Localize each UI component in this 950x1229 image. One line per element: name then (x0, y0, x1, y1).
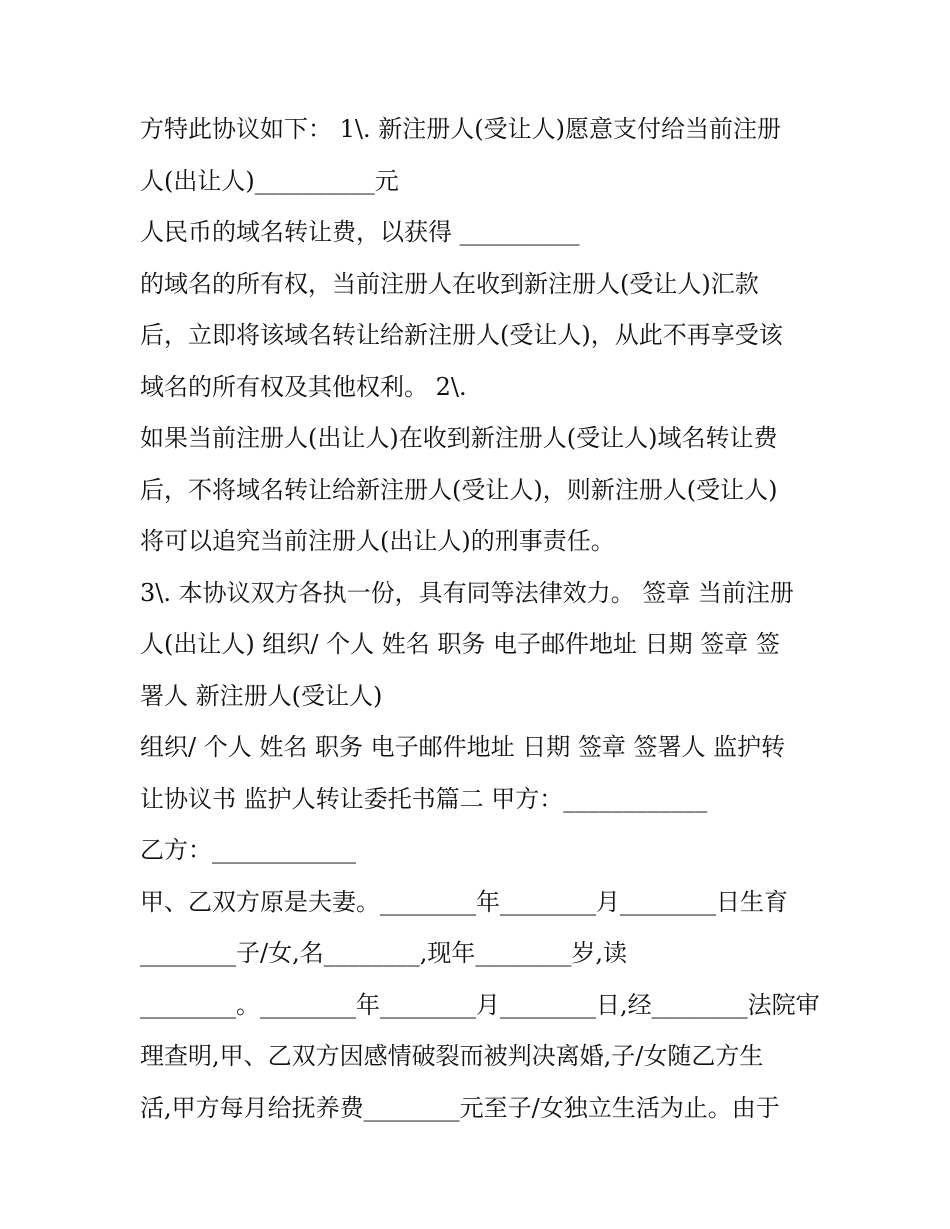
text-line: 理查明,甲、乙双方因感情破裂而被判决离婚,子/女随乙方生 (140, 1042, 764, 1070)
text-line: 将可以追究当前注册人(出让人)的刑事责任。 (140, 527, 615, 555)
text-line: ________。________年________月________日,经________法院审 (140, 990, 820, 1019)
text-line: 人(出让人) 组织/ 个人 姓名 职务 电子邮件地址 日期 签章 签 (140, 630, 780, 658)
text-line: 乙方：____________ (140, 836, 356, 864)
document-body (140, 104, 820, 1134)
text-line: 组织/ 个人 姓名 职务 电子邮件地址 日期 签章 签署人 监护转 (140, 733, 786, 761)
text-line: 人(出让人)__________元 (140, 166, 399, 195)
text-line: 方特此协议如下： 1\. 新注册人(受让人)愿意支付给当前注册 (140, 115, 781, 143)
text-line: 如果当前注册人(出让人)在收到新注册人(受让人)域名转让费 (140, 424, 778, 452)
text-line: 后，立即将该域名转让给新注册人(受让人)，从此不再享受该 (140, 321, 783, 349)
text-line: 人民币的域名转让费，以获得 __________ (140, 218, 580, 246)
text-line: 活,甲方每月给抚养费________元至子/女独立生活为止。由于 (140, 1093, 780, 1122)
text-line: 署人 新注册人(受让人) (140, 681, 383, 710)
text-line: 甲、乙双方原是夫妻。________年________月________日生育 (140, 887, 788, 916)
text-line: 让协议书 监护人转让委托书篇二 甲方：____________ (140, 784, 708, 813)
text-line: 3\. 本协议双方各执一份，具有同等法律效力。 签章 当前注册 (140, 578, 794, 607)
text-line: 的域名的所有权，当前注册人在收到新注册人(受让人)汇款 (140, 269, 759, 298)
text-line: 后，不将域名转让给新注册人(受让人)，则新注册人(受让人) (140, 475, 778, 504)
text-line: ________子/女,名________,现年________岁,读 (140, 939, 627, 967)
text-line: 域名的所有权及其他权利。 2\. (140, 372, 467, 401)
